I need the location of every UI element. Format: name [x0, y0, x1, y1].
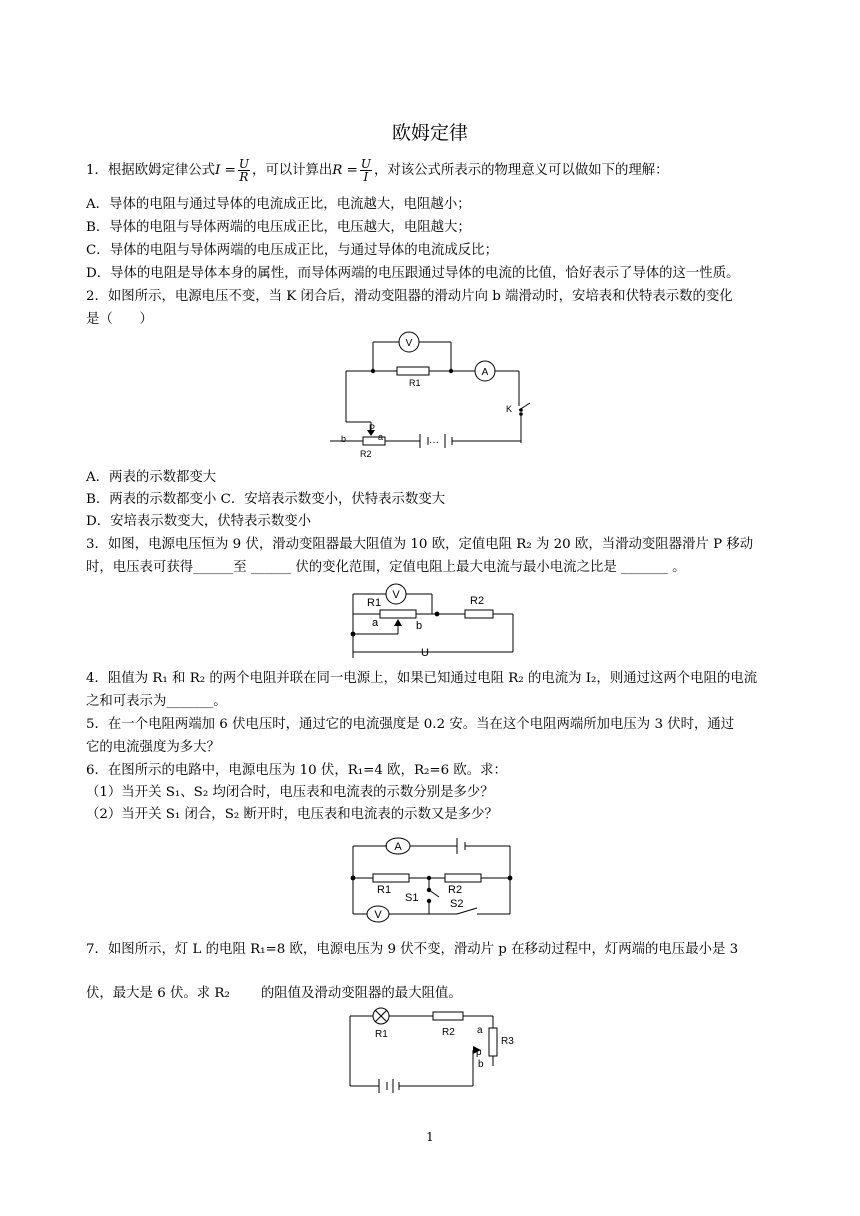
- q1-option-a: A．导体的电阻与通过导体的电流成正比，电流越大，电阻越小；: [86, 197, 471, 212]
- terminal-a-label: a: [477, 1025, 483, 1036]
- formula-1-lhs: I =: [215, 163, 236, 178]
- q5-stem-line2: 它的电流强度为多大？: [86, 740, 220, 755]
- q4-stem-line2: 之和可表示为_______。: [86, 694, 227, 709]
- q3-circuit-diagram: [345, 582, 525, 664]
- q3-stem-line2: 时，电压表可获得______至 ______ 伏的变化范围，定值电阻上最大电流与最小电流之比是 _______ 。: [86, 560, 686, 575]
- q2-circuit-diagram: [325, 330, 535, 460]
- q1-option-d: D．导体的电阻是导体本身的属性，而导体两端的电压跟通过导体的电流的比值，恰好表示了导体的这一性质。: [86, 266, 740, 281]
- battery-dots: ···: [429, 437, 439, 448]
- formula-2-lhs: R =: [332, 163, 358, 178]
- r3-label: R3: [501, 1036, 514, 1047]
- q1-stem: [86, 158, 669, 183]
- voltmeter-label: V: [405, 338, 413, 349]
- r1-label: R1: [409, 378, 421, 388]
- formula-2-denominator: I: [363, 170, 369, 184]
- q4-stem-line1: 4．阻值为 R₁ 和 R₂ 的两个电阻并联在同一电源上，如果已知通过电阻 R₂ 的电流为 I₂，则通过这两个电阻的电流: [86, 671, 758, 686]
- formula-2-numerator: U: [360, 157, 371, 171]
- q5-stem-line1: 5．在一个电阻两端加 6 伏电压时，通过它的电流强度是 0.2 安。当在这个电阻两端所加电压为 3 伏时，通过: [86, 717, 735, 732]
- q6-circuit-diagram: [345, 833, 520, 923]
- formula-2-fraction: [360, 158, 372, 183]
- q7-stem-line2: 伏，最大是 6 伏。求 R₂ 的阻值及滑动变阻器的最大阻值。: [86, 986, 462, 1001]
- q6-stem-line3: （2）当开关 S₁ 闭合，S₂ 断开时，电压表和电流表的示数又是多少？: [86, 807, 498, 822]
- page-number: 1: [426, 1130, 434, 1144]
- formula-1-denominator: R: [239, 170, 249, 184]
- formula-1-fraction: [238, 158, 250, 183]
- q1-option-c: C．导体的电阻与导体两端的电压成正比，与通过导体的电流成反比；: [86, 243, 498, 258]
- page-title: 欧姆定律: [391, 122, 468, 144]
- terminal-b-label: b: [341, 434, 347, 444]
- q3-stem-line1: 3．如图，电源电压恒为 9 伏，滑动变阻器最大阻值为 10 欧，定值电阻 R₂ 为 20 欧，当滑动变阻器滑片 P 移动: [86, 537, 754, 552]
- r2-label: R2: [442, 1027, 455, 1038]
- q2-option-a: A．两表的示数都变大: [86, 470, 217, 485]
- slider-p-label: p: [476, 1047, 482, 1058]
- switch-s1-label: S1: [405, 892, 419, 904]
- r2-label: R2: [448, 884, 463, 896]
- terminal-a-label: a: [378, 432, 384, 442]
- q1-option-b: B．导体的电阻与导体两端的电压成正比，电压越大，电阻越大；: [86, 220, 471, 235]
- q1-stem-text-b: ，可以计算出: [251, 163, 333, 178]
- terminal-b-label: b: [478, 1059, 484, 1070]
- formula-1-numerator: U: [238, 157, 249, 171]
- ammeter-label: A: [481, 367, 489, 378]
- q2-option-b: B．两表的示数都变小 C．安培表示数变小，伏特表示数变大: [86, 492, 446, 507]
- r2-label: R2: [470, 595, 485, 607]
- switch-s2-label: S2: [450, 898, 464, 910]
- voltage-u-label: U: [421, 647, 429, 659]
- voltmeter-label: V: [374, 909, 382, 921]
- q1-stem-text-c: ，对该公式所表示的物理意义可以做如下的理解：: [373, 163, 669, 178]
- q7-stem-line1: 7．如图所示，灯 L 的电阻 R₁=8 欧，电源电压为 9 伏不变，滑动片 p 在移动过程中，灯两端的电压最小是 3: [86, 942, 739, 957]
- q1-stem-text-a: 1．根据欧姆定律公式: [86, 163, 216, 178]
- r2-label: R2: [360, 449, 372, 459]
- q7-circuit-diagram: [345, 1006, 525, 1098]
- switch-k-label: K: [506, 404, 513, 414]
- terminal-b-label: b: [416, 620, 423, 632]
- terminal-a-label: a: [372, 617, 379, 629]
- r1-label: R1: [377, 884, 392, 896]
- q2-option-d: D．安培表示数变大，伏特表示数变小: [86, 514, 311, 529]
- q6-stem-line2: （1）当开关 S₁、S₂ 均闭合时，电压表和电流表的示数分别是多少？: [86, 785, 494, 800]
- slider-p-label: P: [369, 423, 376, 433]
- ammeter-label: A: [394, 841, 402, 853]
- r1-label: R1: [375, 1029, 388, 1040]
- q2-stem-line2: 是（ ）: [86, 312, 153, 327]
- voltmeter-label: V: [392, 589, 400, 601]
- q6-stem-line1: 6．在图所示的电路中，电源电压为 10 伏，R₁=4 欧，R₂=6 欧。求：: [86, 763, 507, 778]
- r1-label: R1: [367, 597, 382, 609]
- q2-stem-line1: 2．如图所示，电源电压不变，当 K 闭合后，滑动变阻器的滑动片向 b 端滑动时，安培表和伏特表示数的变化: [86, 289, 733, 304]
